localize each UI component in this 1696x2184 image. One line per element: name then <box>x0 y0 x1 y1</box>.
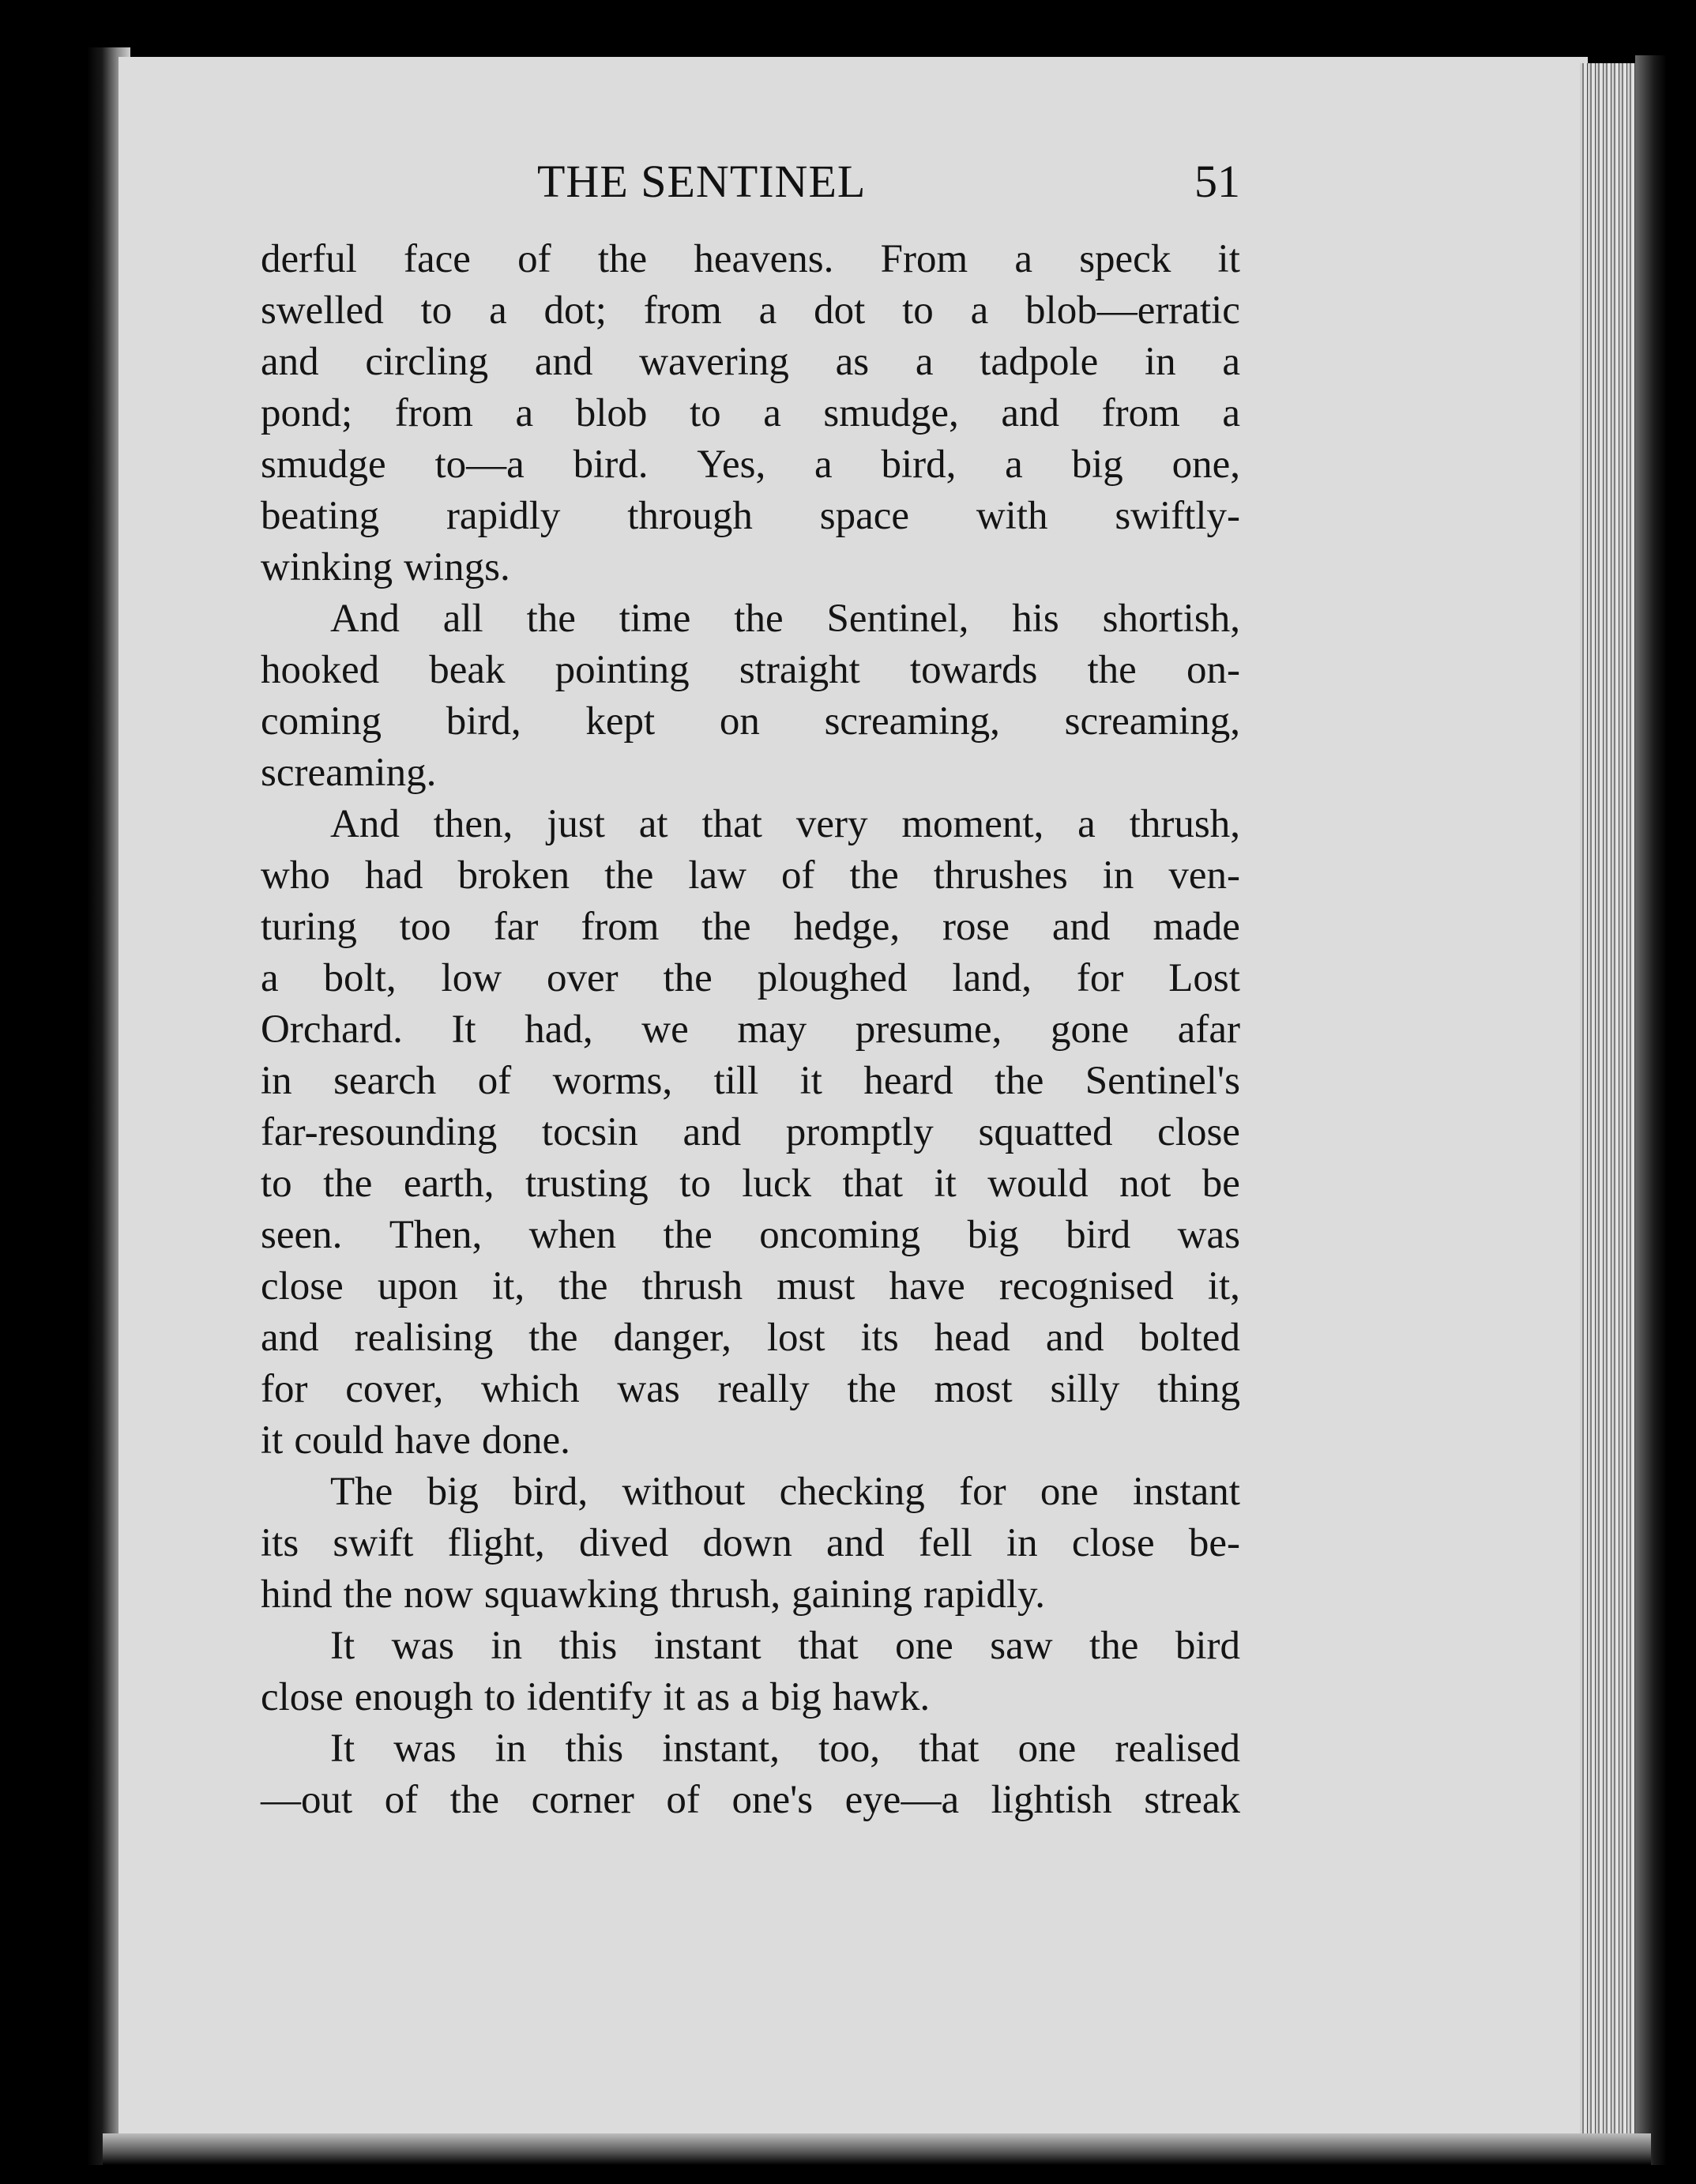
word: a <box>515 391 534 435</box>
word: the <box>558 1264 608 1309</box>
word: at <box>638 802 668 846</box>
word: the <box>734 597 784 641</box>
word: be <box>1201 1162 1240 1206</box>
word: And <box>330 597 400 641</box>
word: from <box>394 391 473 435</box>
word: the <box>663 956 713 1000</box>
word: a <box>741 1675 759 1719</box>
word: and <box>261 1316 319 1360</box>
text-line <box>261 1723 1240 1775</box>
word: circling <box>365 340 489 384</box>
word: in <box>1006 1521 1038 1565</box>
word: had, <box>525 1007 593 1052</box>
text-line <box>261 1364 1240 1415</box>
word: a <box>758 288 777 333</box>
word: that <box>798 1624 859 1668</box>
word: low <box>441 956 502 1000</box>
word: far <box>493 905 539 949</box>
word: the <box>528 1316 578 1360</box>
word: then, <box>433 802 513 846</box>
text-line <box>261 1415 1240 1467</box>
word: which <box>481 1367 580 1411</box>
word: to <box>679 1162 711 1206</box>
text-line <box>261 747 1240 799</box>
word: really <box>717 1367 810 1411</box>
word: It <box>330 1624 355 1668</box>
word: space <box>819 494 909 538</box>
word: too <box>399 905 451 949</box>
word: this <box>558 1624 618 1668</box>
word: have <box>889 1264 965 1309</box>
word: thrush, <box>669 1572 781 1617</box>
word: head <box>934 1316 1010 1360</box>
word: kept <box>585 699 656 744</box>
word: that <box>842 1162 904 1206</box>
word: gone <box>1050 1007 1130 1052</box>
word: bolted <box>1139 1316 1240 1360</box>
word: bird. <box>573 442 649 487</box>
word: a <box>489 288 507 333</box>
text-line <box>261 1056 1240 1107</box>
word: bolt, <box>323 956 397 1000</box>
word: screaming, <box>1064 699 1240 744</box>
word: heavens. <box>694 237 834 281</box>
word: Yes, <box>697 442 766 487</box>
word: in <box>1144 340 1176 384</box>
word: fell <box>918 1521 972 1565</box>
word: shortish, <box>1102 597 1240 641</box>
word: over <box>546 956 619 1000</box>
text-line <box>261 850 1240 902</box>
word: dot; <box>543 288 607 333</box>
text-line <box>261 953 1240 1004</box>
word: close <box>261 1675 344 1719</box>
word: down <box>702 1521 792 1565</box>
word: worms, <box>552 1059 673 1103</box>
text-line <box>261 1467 1240 1518</box>
word: it <box>934 1162 957 1206</box>
word: without <box>622 1470 746 1514</box>
word: was <box>1177 1213 1240 1257</box>
word: the <box>323 1162 373 1206</box>
body-text <box>261 234 1240 1826</box>
page-header <box>261 155 1240 218</box>
word: the <box>849 853 899 898</box>
word: it <box>261 1418 284 1463</box>
page-number: 51 <box>1194 156 1240 207</box>
word: its <box>261 1521 299 1565</box>
bottom-page-edge <box>103 2133 1651 2165</box>
word: checking <box>779 1470 925 1514</box>
word: trusting <box>525 1162 649 1206</box>
word: instant <box>1132 1470 1240 1514</box>
word: to <box>689 391 721 435</box>
word: the <box>663 1213 713 1257</box>
word: It <box>451 1007 476 1052</box>
word: law <box>688 853 746 898</box>
word: just <box>547 802 605 846</box>
word: afar <box>1177 1007 1240 1052</box>
word: to <box>902 288 934 333</box>
word: swiftly- <box>1115 494 1240 538</box>
text-line <box>261 1569 1240 1621</box>
word: smudge, <box>823 391 959 435</box>
word: the <box>995 1059 1044 1103</box>
word: realised <box>1115 1726 1240 1771</box>
text-line <box>261 491 1240 542</box>
word: till <box>713 1059 759 1103</box>
word: have <box>394 1418 471 1463</box>
word: a <box>1222 340 1240 384</box>
word: tocsin <box>541 1110 638 1154</box>
word: ploughed <box>757 956 908 1000</box>
word: silly <box>1050 1367 1120 1411</box>
page-edge-shadow <box>1635 55 1667 2165</box>
word: cover, <box>345 1367 444 1411</box>
word: beating <box>261 494 380 538</box>
text-line <box>261 234 1240 285</box>
word: rapidly <box>446 494 561 538</box>
word: one <box>1017 1726 1077 1771</box>
word: lightish <box>991 1778 1112 1822</box>
word: a <box>1014 237 1032 281</box>
text-line <box>261 645 1240 696</box>
word: face <box>404 237 471 281</box>
word: for <box>959 1470 1006 1514</box>
word: of <box>517 237 551 281</box>
word: tadpole <box>980 340 1099 384</box>
word: when <box>528 1213 617 1257</box>
word: luck <box>742 1162 812 1206</box>
word: in <box>495 1726 527 1771</box>
word: for <box>261 1367 308 1411</box>
word: the <box>597 237 648 281</box>
word: identify <box>526 1675 652 1719</box>
word: hawk. <box>832 1675 931 1719</box>
word: to <box>483 1675 516 1719</box>
word: one <box>1040 1470 1099 1514</box>
word: a <box>1005 442 1023 487</box>
word: a <box>970 288 989 333</box>
word: squatted <box>978 1110 1113 1154</box>
word: instant <box>653 1624 762 1668</box>
text-line <box>261 799 1240 850</box>
word: dived <box>579 1521 669 1565</box>
word: eye—a <box>844 1778 960 1822</box>
word: broken <box>457 853 570 898</box>
word: saw <box>990 1624 1053 1668</box>
word: straight <box>739 648 860 692</box>
word: it, <box>1207 1264 1240 1309</box>
text-line <box>261 902 1240 953</box>
word: derful <box>261 237 357 281</box>
text-line <box>261 696 1240 747</box>
word: from <box>643 288 722 333</box>
word: bird, <box>446 699 521 744</box>
text-line <box>261 1775 1240 1826</box>
word: time <box>619 597 691 641</box>
word: From <box>880 237 968 281</box>
word: most <box>934 1367 1013 1411</box>
word: made <box>1153 905 1240 949</box>
word: bird <box>1066 1213 1131 1257</box>
word: the <box>1087 648 1137 692</box>
word: swift <box>333 1521 414 1565</box>
word: —out <box>261 1778 353 1822</box>
word: land, <box>952 956 1032 1000</box>
word: coming <box>261 699 382 744</box>
word: a <box>1222 391 1240 435</box>
word: it <box>1217 237 1240 281</box>
word: a <box>763 391 781 435</box>
word: was <box>393 1726 457 1771</box>
word: It <box>330 1726 355 1771</box>
word: that <box>919 1726 980 1771</box>
word: instant, <box>662 1726 780 1771</box>
word: on <box>719 699 760 744</box>
word: to <box>420 288 453 333</box>
text-line <box>261 1261 1240 1312</box>
word: bird <box>1175 1624 1240 1668</box>
text-line <box>261 1672 1240 1723</box>
word: one's <box>731 1778 814 1822</box>
word: a <box>1077 802 1096 846</box>
text-line <box>261 337 1240 388</box>
word: done. <box>481 1418 570 1463</box>
word: recognised <box>998 1264 1174 1309</box>
word: flight, <box>447 1521 545 1565</box>
word: promptly <box>785 1110 934 1154</box>
word: on- <box>1186 648 1240 692</box>
word: a <box>915 340 934 384</box>
word: pond; <box>261 391 353 435</box>
text-line <box>261 439 1240 491</box>
word: the <box>343 1572 393 1617</box>
word: of <box>477 1059 512 1103</box>
word: Then, <box>389 1213 483 1257</box>
word: thrushes <box>933 853 1068 898</box>
word: and <box>1045 1316 1104 1360</box>
word: this <box>565 1726 624 1771</box>
word: the <box>701 905 751 949</box>
word: screaming, <box>824 699 1000 744</box>
word: it, <box>491 1264 525 1309</box>
text-line <box>261 593 1240 645</box>
word: seen. <box>261 1213 343 1257</box>
word: and <box>683 1110 742 1154</box>
word: would <box>987 1162 1089 1206</box>
word: close <box>261 1264 344 1309</box>
word: of <box>780 853 815 898</box>
word: wavering <box>639 340 789 384</box>
running-head: THE SENTINEL <box>537 156 867 207</box>
word: may <box>737 1007 807 1052</box>
word: earth, <box>403 1162 495 1206</box>
word: Orchard. <box>261 1007 403 1052</box>
word: big <box>967 1213 1019 1257</box>
word: and <box>534 340 593 384</box>
word: the <box>1089 1624 1139 1668</box>
word: the <box>449 1778 500 1822</box>
word: to <box>261 1162 292 1206</box>
word: the <box>604 853 654 898</box>
word: pointing <box>555 648 690 692</box>
word: bird, <box>881 442 957 487</box>
word: one <box>895 1624 953 1668</box>
word: from <box>1101 391 1180 435</box>
word: presume, <box>855 1007 1002 1052</box>
word: swelled <box>261 288 384 333</box>
word: speck <box>1079 237 1171 281</box>
text-line <box>261 1004 1240 1056</box>
word: in <box>1102 853 1134 898</box>
text-line <box>261 285 1240 337</box>
word: the <box>847 1367 897 1411</box>
word: for <box>1076 956 1124 1000</box>
word: that <box>701 802 762 846</box>
word: beak <box>429 648 506 692</box>
word: and <box>1051 905 1111 949</box>
word: big <box>427 1470 479 1514</box>
word: thrush <box>641 1264 743 1309</box>
word: not <box>1119 1162 1171 1206</box>
word: hind <box>261 1572 333 1617</box>
word: Sentinel's <box>1085 1059 1240 1103</box>
word: bird, <box>513 1470 589 1514</box>
word: The <box>330 1470 393 1514</box>
word: had <box>364 853 423 898</box>
word: to—a <box>434 442 525 487</box>
word: his <box>1012 597 1059 641</box>
word: thrush, <box>1129 802 1240 846</box>
word: upon <box>377 1264 458 1309</box>
word: one, <box>1171 442 1240 487</box>
word: it <box>799 1059 822 1103</box>
word: blob <box>575 391 648 435</box>
word: close <box>1157 1110 1240 1154</box>
word: streak <box>1144 1778 1240 1822</box>
word: moment, <box>901 802 1044 846</box>
word: the <box>526 597 576 641</box>
word: of <box>384 1778 419 1822</box>
word: through <box>627 494 753 538</box>
word: and <box>826 1521 885 1565</box>
word: wings. <box>404 545 510 589</box>
word: smudge <box>261 442 386 487</box>
text-line <box>261 1158 1240 1210</box>
word: And <box>330 802 400 846</box>
word: oncoming <box>759 1213 921 1257</box>
word: screaming. <box>261 751 437 795</box>
text-line <box>261 1312 1240 1364</box>
word: who <box>261 853 330 898</box>
word: with <box>976 494 1048 538</box>
word: heard <box>863 1059 953 1103</box>
word: must <box>777 1264 856 1309</box>
word: be- <box>1188 1521 1240 1565</box>
word: far-resounding <box>261 1110 498 1154</box>
word: rapidly. <box>923 1572 1045 1617</box>
word: in <box>491 1624 523 1668</box>
word: realising <box>354 1316 494 1360</box>
word: enough <box>354 1675 473 1719</box>
word: of <box>666 1778 700 1822</box>
word: big <box>769 1675 822 1719</box>
word: and <box>261 340 319 384</box>
word: as <box>696 1675 731 1719</box>
word: was <box>617 1367 680 1411</box>
word: hooked <box>261 648 380 692</box>
word: ven- <box>1168 853 1240 898</box>
word: rose <box>942 905 1010 949</box>
word: all <box>442 597 483 641</box>
word: a <box>814 442 833 487</box>
word: we <box>641 1007 689 1052</box>
word: Sentinel, <box>826 597 969 641</box>
word: danger, <box>613 1316 731 1360</box>
text-line <box>261 1621 1240 1672</box>
word: it <box>663 1675 686 1719</box>
word: towards <box>909 648 1038 692</box>
text-line <box>261 542 1240 593</box>
word: big <box>1071 442 1123 487</box>
word: corner <box>531 1778 634 1822</box>
word: in <box>261 1059 292 1103</box>
word: from <box>581 905 660 949</box>
word: very <box>795 802 868 846</box>
text-line <box>261 1107 1240 1158</box>
text-line <box>261 388 1240 439</box>
word: was <box>391 1624 454 1668</box>
word: as <box>835 340 870 384</box>
word: winking <box>261 545 393 589</box>
word: now <box>403 1572 473 1617</box>
word: and <box>1001 391 1060 435</box>
word: too, <box>818 1726 880 1771</box>
text-line <box>261 1518 1240 1569</box>
word: its <box>860 1316 899 1360</box>
word: a <box>261 956 279 1000</box>
word: Lost <box>1168 956 1240 1000</box>
word: could <box>294 1418 384 1463</box>
word: lost <box>766 1316 825 1360</box>
word: thing <box>1157 1367 1240 1411</box>
word: dot <box>814 288 866 333</box>
word: turing <box>261 905 357 949</box>
text-line <box>261 1210 1240 1261</box>
word: squawking <box>483 1572 659 1617</box>
word: blob—erratic <box>1025 288 1240 333</box>
word: close <box>1071 1521 1155 1565</box>
word: search <box>333 1059 437 1103</box>
word: gaining <box>792 1572 913 1617</box>
word: hedge, <box>793 905 901 949</box>
